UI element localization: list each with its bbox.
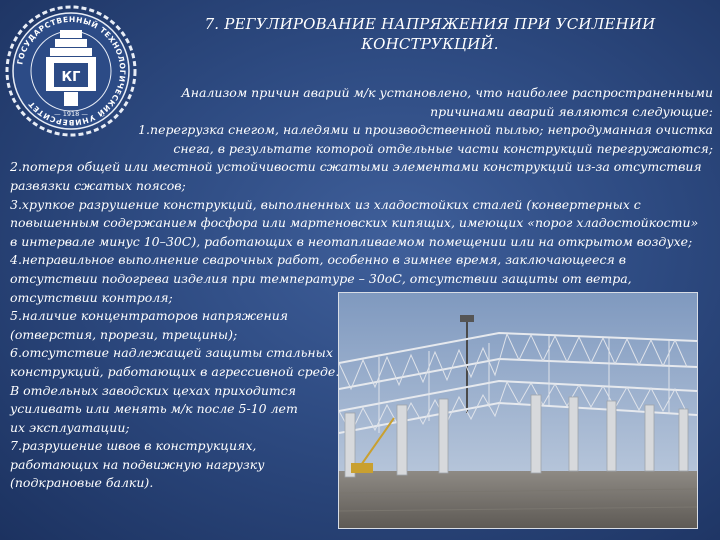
text-line: (отверстия, прорези, трещины);: [10, 326, 238, 342]
text-line: в интервале минус 10–30С), работающих в неотапливаемом помещении или на открытом воздухе;: [10, 233, 693, 249]
text-line: 4.неправильное выполнение сварочных работ, особенно в зимнее время, заключающееся в: [10, 252, 626, 268]
text-line: 2.потеря общей или местной устойчивости сжатыми элементами конструкций из-за отсутствия: [10, 159, 702, 175]
text-line: Анализом причин аварий м/к установлено, что наиболее распространенными: [181, 85, 713, 100]
text-line: снега, в результате которой отдельные части конструкций перегружаются;: [173, 140, 713, 156]
title-line-2: КОНСТРУКЦИЙ.: [361, 35, 499, 53]
body-text: [10, 84, 715, 493]
text-line: (подкрановые балки).: [10, 475, 154, 491]
text-line: отсутствии контроля;: [10, 289, 173, 305]
text-line: повышенным содержанием фосфора или мартеновских кипящих, имеющих «порог хладостойкости»: [10, 215, 699, 231]
text-line: 7.разрушение швов в конструкциях,: [10, 438, 257, 454]
text-line: усиливать или менять м/к после 5-10 лет: [10, 401, 298, 417]
text-line: 6.отсутствие надлежащей защиты стальных: [10, 345, 333, 361]
svg-text:КГ: КГ: [61, 70, 81, 85]
text-line: развязки сжатых поясов;: [10, 177, 186, 193]
svg-text:— 1918 —: — 1918 —: [54, 110, 88, 118]
text-line: 3.хрупкое разрушение конструкций, выполненных из хладостойких сталей (конвертерных с: [10, 196, 641, 212]
title-line-1: 7. РЕГУЛИРОВАНИЕ НАПРЯЖЕНИЯ ПРИ УСИЛЕНИИ: [204, 15, 656, 33]
text-line: 1.перегрузка снегом, наледями и производственной пылью; непродуманная очистка: [138, 122, 713, 138]
text-line: отсутствии подогрева изделия при температуре – 30оС, отсутствии защиты от ветра,: [10, 270, 632, 286]
text-line: их эксплуатации;: [10, 419, 130, 435]
slide-title: [150, 14, 710, 54]
text-line: причинами аварий являются следующие:: [430, 103, 713, 119]
text-line: конструкций, работающих в агрессивной среде.: [10, 363, 340, 379]
text-line: В отдельных заводских цехах приходится: [10, 382, 297, 398]
text-line: работающих на подвижную нагрузку: [10, 456, 265, 472]
svg-text:ГОСУДАРСТВЕННЫЙ ТЕХНОЛОГИЧЕСКИ: ГОСУДАРСТВЕННЫЙ ТЕХНОЛОГИЧЕСКИЙ УНИВЕРСИТЕТ: [15, 14, 128, 128]
text-line: 5.наличие концентраторов напряжения: [10, 308, 289, 324]
